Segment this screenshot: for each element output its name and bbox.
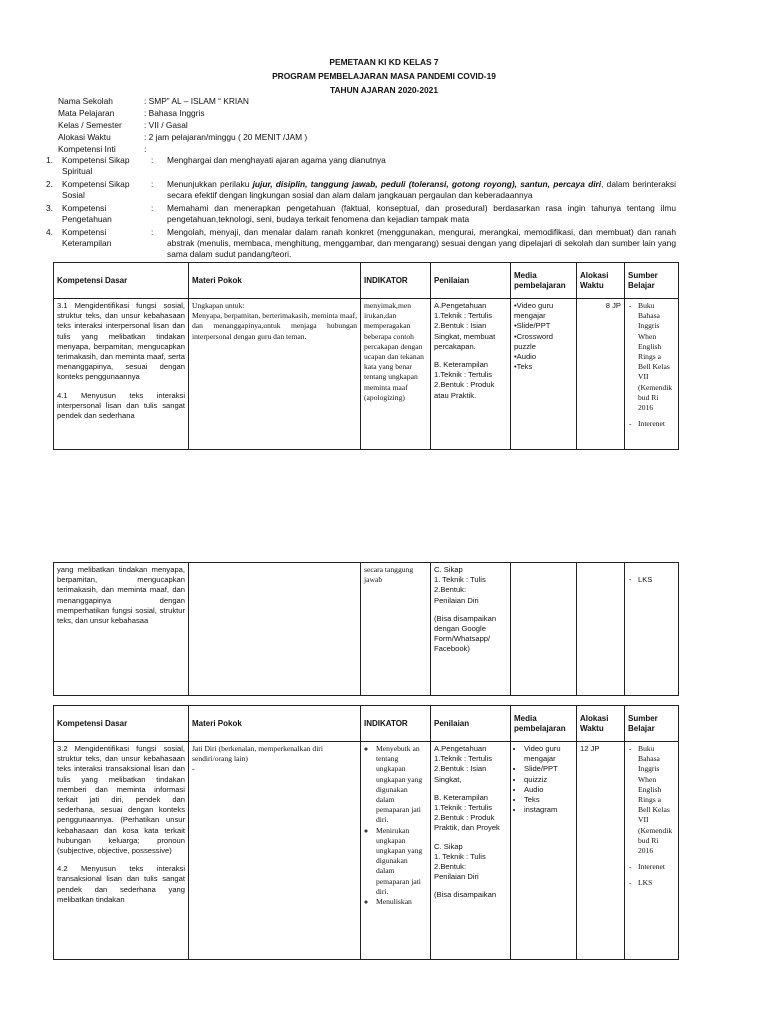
materi-heading: Ungkapan untuk: — [192, 301, 245, 310]
indikator-cell — [361, 742, 431, 960]
media-cell — [511, 563, 577, 696]
sumber-item: - Interenet — [638, 862, 675, 872]
column-header: INDIKATOR — [361, 263, 431, 299]
table-row — [54, 299, 679, 450]
kd-cell: yang melibatkan tindakan menyapa, berpamitan, mengucapkan terimakasih, dan meminta maaf, dan menanggapinya dengan memperhatikan fungsi sosial, struktur teks, dan unsur kebahasaa — [54, 563, 189, 696]
info-label: Mata Pelajaran — [58, 108, 115, 118]
kd-cell — [54, 299, 189, 450]
sumber-cell — [625, 742, 679, 960]
info-value: : — [144, 144, 147, 154]
alokasi-cell — [577, 563, 625, 696]
sumber-item: - LKS — [638, 575, 675, 585]
media-item: •Teks — [514, 362, 533, 372]
materi-cell — [189, 563, 361, 696]
column-header: Sumber Belajar — [625, 263, 679, 299]
ki-text-post: , dalam berinteraksi secara efektif dengan lingkungan sosial dan alam dalam jangkauan pergaulan dan keberadaannya — [167, 179, 676, 200]
doc-subtitle: PROGRAM PEMBELAJARAN MASA PANDEMI COVID-19 — [272, 71, 496, 81]
media-item: • Teks — [524, 795, 573, 805]
info-value: : Bahasa Inggris — [144, 108, 205, 118]
ki-text-pre: Menunjukkan perilaku — [167, 179, 253, 189]
kd-text: 4.1 Menyusun teks interaksi interpersonal lisan dan tulis sangat pendek dan sederhana — [57, 390, 185, 421]
ki-text: Memahami dan menerapkan pengetahuan (faktual, konseptual, dan prosedural) berdasarkan rasa ingin tahunya tentang ilmu pengetahuan,teknologi, seni, budaya terkait fenomena dan kejadian tampak mata — [167, 203, 676, 224]
table-row — [54, 742, 679, 960]
kd-text: 3.1 Mengidentifikasi fungsi sosial, struktur teks, dan unsur kebahasaan teks interaksi interpersonal lisan dan tulis yang melibatkan tindakan menyapa, berpamitan, mengucapkan terimakasih, dan meminta maaf, serta menanggapinya, sesuai dengan konteks penggunaannya — [57, 301, 185, 382]
doc-title: PEMETAAN KI KD KELAS 7 — [329, 57, 439, 67]
penilaian-text: C. Sikap 1. Teknik : Tulis 2.Bentuk: Penilaian Diri — [434, 565, 486, 605]
column-header: Penilaian — [431, 706, 511, 742]
column-header: Sumber Belajar — [625, 706, 679, 742]
sumber-item: - Buku Bahasa Inggris When English Rings a Bell Kelas VII (Kemendik bud Ri 2016 — [638, 744, 675, 856]
media-item: •Video guru mengajar — [514, 301, 554, 321]
alokasi-cell: 12 JP — [577, 742, 625, 960]
media-item: •Slide/PPT — [514, 321, 551, 331]
column-header: Kompetensi Dasar — [54, 706, 189, 742]
penilaian-text: A.Pengetahuan 1.Teknik : Tertulis 2.Bentuk : Isian Singkat, membuat percakapan. — [434, 301, 496, 351]
ki-colon: : — [151, 155, 154, 165]
column-header: Kompetensi Dasar — [54, 263, 189, 299]
materi-text: Menyapa, berpamitan, berterimakasih, meminta maaf, dan menanggapinya,untuk menjaga hubungan interpersonal dengan guru dan teman. — [192, 311, 357, 341]
media-item: • Audio — [524, 785, 573, 795]
penilaian-text: A.Pengetahuan 1.Teknik : Tertulis 2.Bentuk : Isian Singkat, — [434, 744, 493, 784]
media-item: • instagram — [524, 805, 573, 815]
penilaian-cell — [431, 742, 511, 960]
info-label: Nama Sekolah — [58, 96, 113, 106]
media-cell — [511, 742, 577, 960]
penilaian-text: B. Keterampilan 1.Teknik : Tertulis 2.Bentuk : Produk Praktik, dan Proyek — [434, 792, 500, 833]
info-value: : 2 jam pelajaran/minggu ( 20 MENIT /JAM ) — [144, 132, 308, 142]
info-label: Alokasi Waktu — [58, 132, 111, 142]
indikator-item: ◦ Menirukan ungkapan ungkapan yang digunakan dalam pemaparan jati diri. — [376, 826, 427, 897]
indikator-cell: secara tanggung jawab — [361, 563, 431, 696]
table-row — [54, 563, 679, 696]
sumber-item: - Buku Bahasa Inggris When English Rings a Bell Kelas VII (Kemendik bud Ri 2016 — [638, 301, 675, 413]
materi-dash: - — [192, 764, 195, 774]
penilaian-text: (Bisa disampaikan — [434, 890, 497, 900]
kd-cell — [54, 742, 189, 960]
column-header: Media pembelajaran — [511, 263, 577, 299]
ki-colon: : — [151, 179, 154, 189]
media-cell — [511, 299, 577, 450]
kd-table-2 — [53, 562, 679, 696]
ki-label: Kompetensi Keterampilan — [62, 227, 112, 248]
penilaian-text: (Bisa disampaikan dengan Google Form/Whatsapp/ Facebook) — [434, 613, 497, 654]
kd-text: 4.2 Menyusun teks interaksi transaksional lisan dan tulis sangat pendek dan sederhana yang melibatkan tindakan — [57, 864, 185, 904]
table-header-row — [54, 263, 679, 299]
ki-label: Kompetensi Pengetahuan — [62, 203, 112, 224]
info-label: Kompetensi Inti — [58, 144, 116, 154]
ki-text — [167, 179, 676, 201]
column-header: Penilaian — [431, 263, 511, 299]
kd-text: 3.2 Mengidentifikasi fungsi sosial, struktur teks, dan unsur kebahasaan teks interaksi transaksional lisan dan tulis yang melibatkan tindakan memberi dan meminta informasi terkait jati diri, pendek dan sederhana, sesuai dengan konteks penggunaannya. (Perhatikan unsur kebahasaan dan kosa kata terkait hubungan keluarga; pronoun (subjective, objective, possessive) — [57, 744, 185, 856]
indikator-item: ◦ Menyebutk an tentang ungkapan ungkapan yang digunakan dalam pemaparan jati diri. — [376, 744, 427, 826]
table-header-row — [54, 706, 679, 742]
penilaian-cell — [431, 299, 511, 450]
sumber-item: - Interenet — [638, 419, 675, 429]
doc-year: TAHUN AJARAN 2020-2021 — [330, 85, 438, 95]
media-item: • Slide/PPT — [524, 764, 573, 774]
column-header: Media pembelajaran — [511, 706, 577, 742]
ki-text: Menghargai dan menghayati ajaran agama yang dianutnya — [167, 155, 386, 165]
penilaian-text: B. Keterampilan 1.Teknik : Tertulis 2.Bentuk : Produk atau Praktik. — [434, 360, 495, 400]
penilaian-text: C. Sikap 1. Teknik : Tulis 2.Bentuk: Penilaian Diri — [434, 841, 486, 882]
ki-number: 2. — [46, 179, 53, 189]
penilaian-cell — [431, 563, 511, 696]
indikator-cell: menyimak,men irukan,dan memperagakan beberapa contoh percakapan dengan ucapan dan tekanan kata yang benar tentang ungkapan meminta maaf (apologizing) — [361, 299, 431, 450]
ki-number: 1. — [46, 155, 53, 165]
ki-colon: : — [151, 227, 154, 237]
indikator-item: ◦ Menuliskan — [376, 897, 427, 907]
kd-table-3 — [53, 705, 679, 960]
ki-text-emphasis: jujur, disiplin, tanggung jawab, peduli (toleransi, gotong royong), santun, percaya diri — [252, 179, 602, 189]
info-label: Kelas / Semester — [58, 120, 122, 130]
media-item: •Audio — [514, 352, 537, 362]
ki-label: Kompetensi Sikap Spiritual — [62, 155, 130, 176]
materi-text: Jati Diri (berkenalan, memperkenalkan diri sendiri/orang lain) — [192, 744, 323, 764]
info-value: : VII / Gasal — [144, 120, 188, 130]
column-header: Materi Pokok — [189, 263, 361, 299]
ki-text: Mengolah, menyaji, dan menalar dalam ranah konkret (menggunakan, mengurai, merangkai, memodifikasi, dan membuat) dan ranah abstrak (menulis, membaca, menghitung, menggambar, dan mengarang) sesuai dengan yang dipelajari di sekolah dan sumber lain yang sama dalam sudut pandang/teori. — [167, 227, 676, 259]
alokasi-cell: 8 JP — [577, 299, 625, 450]
media-item: •Crossword puzzle — [514, 331, 553, 351]
media-item: • Video guru mengajar — [524, 744, 573, 764]
kd-table-1 — [53, 262, 679, 450]
ki-number: 3. — [46, 203, 53, 213]
column-header: Alokasi Waktu — [577, 706, 625, 742]
column-header: INDIKATOR — [361, 706, 431, 742]
sumber-cell — [625, 563, 679, 696]
column-header: Alokasi Waktu — [577, 263, 625, 299]
ki-number: 4. — [46, 227, 53, 237]
info-value: : SMP” AL – ISLAM “ KRIAN — [144, 96, 249, 106]
ki-label: Kompetensi Sikap Sosial — [62, 179, 130, 200]
sumber-cell — [625, 299, 679, 450]
column-header: Materi Pokok — [189, 706, 361, 742]
ki-colon: : — [151, 203, 154, 213]
media-item: • quizziz — [524, 775, 573, 785]
sumber-item: - LKS — [638, 878, 675, 888]
materi-cell — [189, 299, 361, 450]
materi-cell — [189, 742, 361, 960]
